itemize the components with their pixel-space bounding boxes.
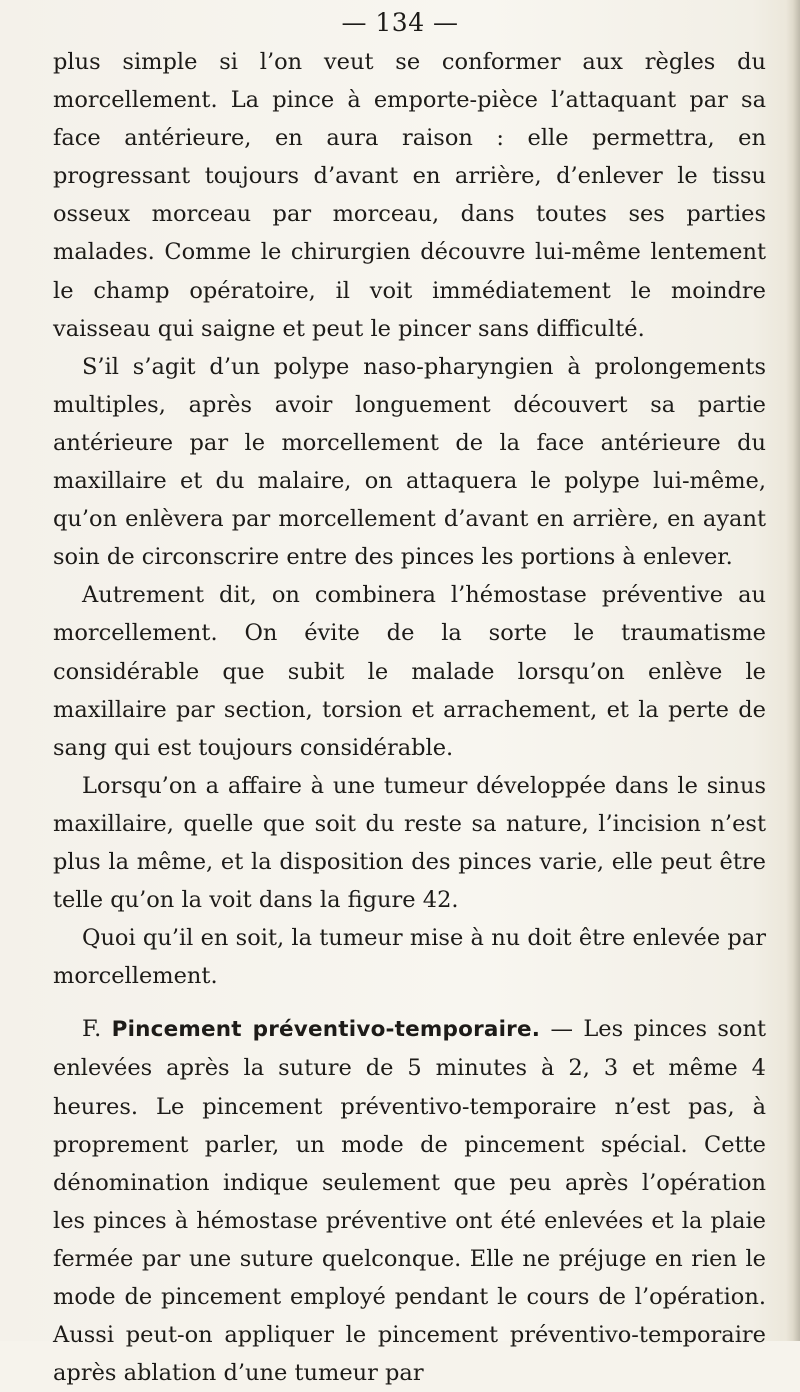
paragraph-5: Quoi qu’il en soit, la tumeur mise à nu doit être enlevée par morcellement.	[53, 925, 766, 990]
paragraph-4: Lorsqu’on a affaire à une tumeur développée dans le sinus maxillaire, quelle que soit du reste sa nature, l’incision n’est plus la même, et la disposition des pinces varie, elle peut être telle qu’on la voit dans la figure 42.	[53, 772, 766, 914]
section-text: Les pinces sont enlevées après la suture de 5 minutes à 2, 3 et même 4 heures. Le pincement préventivo-temporaire n’est pas, à proprement parler, un mode de pincement spécial. Cette dénomination indique seulement que peu après l’opération les pinces à hémostase préventive ont été enlevées et la plaie fermée par une suture quelconque. Elle ne préjuge en rien le mode de pincement employé pendant le cours de l’opération. Aussi peut-on appliquer le pincement préventivo-temporaire après ablation d’une tumeur par	[53, 1016, 767, 1387]
paragraph-1: plus simple si l’on veut se conformer aux règles du morcellement. La pince à emporte-pièce l’attaquant par sa face antérieure, en aura raison : elle permettra, en progressant toujours d’avant en arrière, d’enlever le tissu osseux morceau par morceau, dans toutes ses parties malades. Comme le chirurgien découvre lui-même lentement le champ opératoire, il voit immédiatement le moindre vaisseau qui saigne et peut le pincer sans difficulté.	[53, 49, 766, 342]
page-edge-shadow	[786, 0, 800, 1341]
page-body	[53, 43, 766, 1392]
section-letter: F.	[82, 1016, 102, 1043]
paragraph-2: S’il s’agit d’un polype naso-pharyngien à prolongements multiples, après avoir longuement découvert sa partie antérieure par le morcellement de la face antérieure du maxillaire et du malaire, on attaquera le polype lui-même, qu’on enlèvera par morcellement d’avant en arrière, en ayant soin de circonscrire entre des pinces les portions à enlever.	[53, 353, 766, 571]
section-f-paragraph	[53, 1010, 766, 1392]
section-title: Pincement préventivo-temporaire.	[111, 1017, 541, 1043]
section-dash: —	[540, 1016, 584, 1043]
paragraph-3: Autrement dit, on combinera l’hémostase préventive au morcellement. On évite de la sorte le traumatisme considérable que subit le malade lorsqu’on enlève le maxillaire par section, torsion et arrachement, et la perte de sang qui est toujours considérable.	[53, 582, 766, 761]
page-number: — 134 —	[341, 8, 459, 37]
